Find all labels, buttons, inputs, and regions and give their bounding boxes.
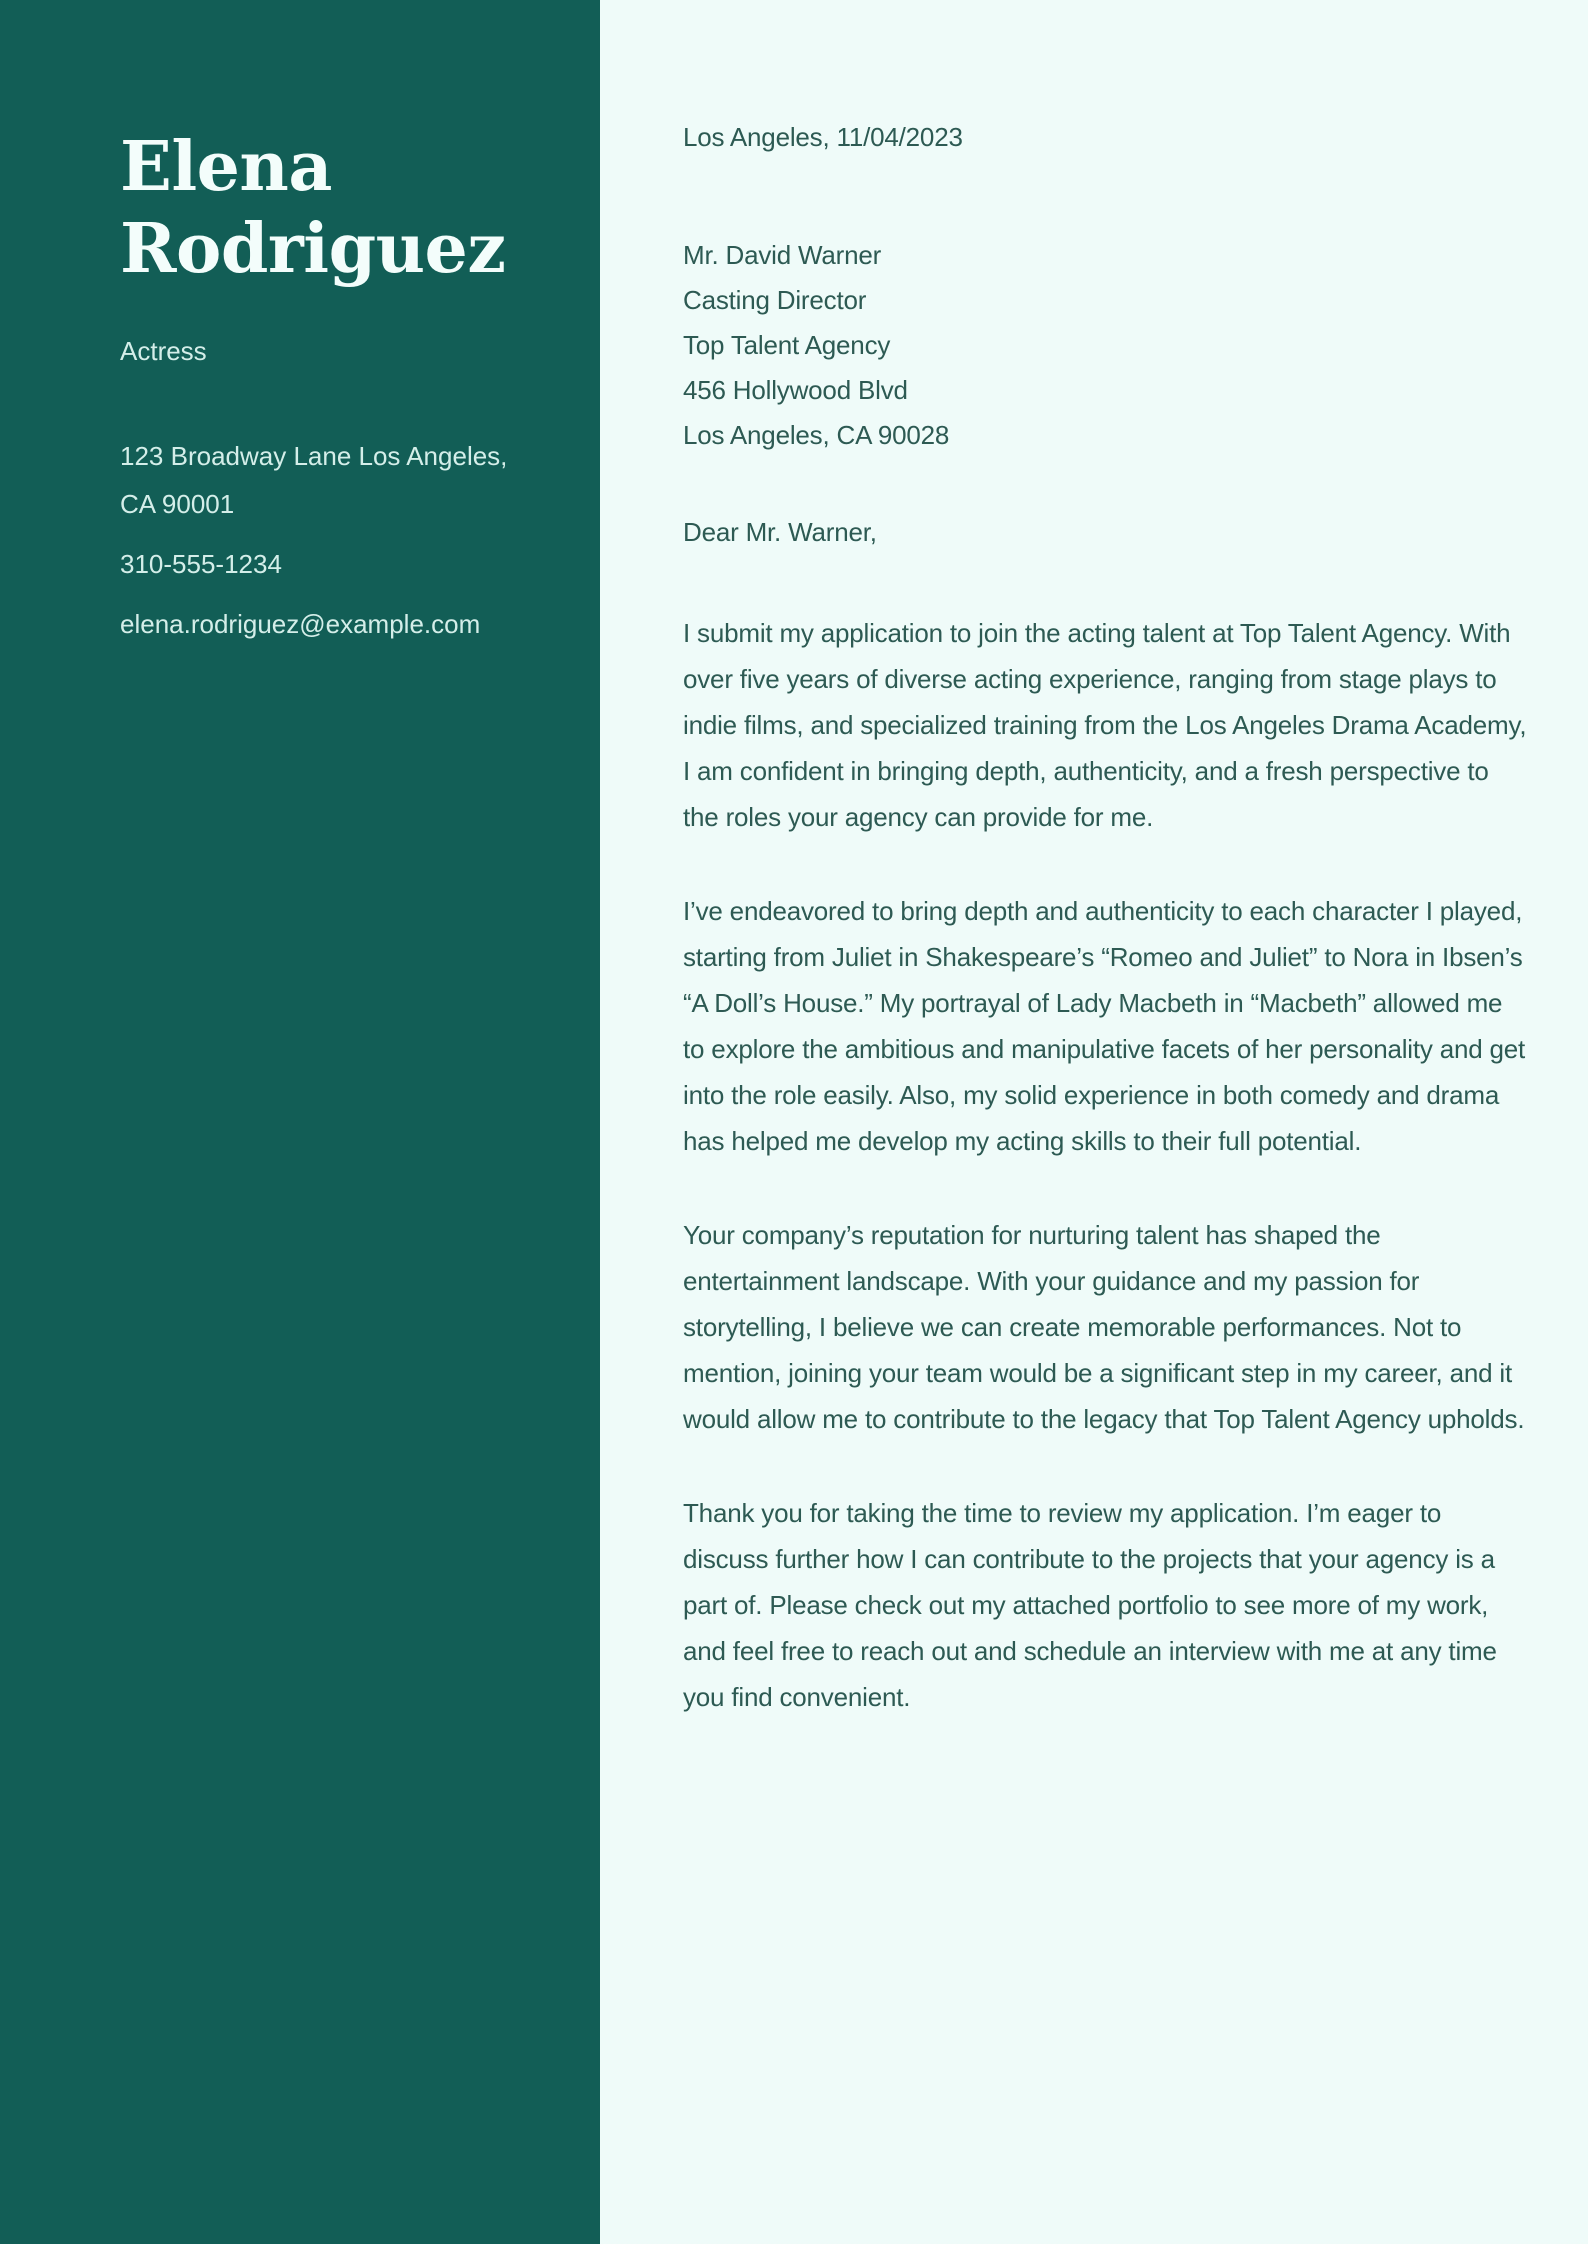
paragraph-motivation: Your company’s reputation for nurturing talent has shaped the entertainment landscape. With your guidance and my passion for storytelling, I believe we can create memorable performances. Not to mention, joining your team would be a significant step in my career, and it would allow me to contribute to the legacy that Top Talent Agency upholds. xyxy=(683,1220,1525,1434)
paragraph-introduction: I submit my application to join the acting talent at Top Talent Agency. With over five years of diverse acting experience, ranging from stage plays to indie films, and specialized training from the Los Angeles Drama Academy, I am confident in bringing depth, authenticity, and a fresh perspective to the roles your agency can provide for me. xyxy=(683,618,1527,832)
address-line-1: 123 Broadway Lane Los Angeles, xyxy=(120,441,508,471)
recipient-block xyxy=(683,233,1528,458)
contact-info xyxy=(120,432,545,648)
applicant-address xyxy=(120,432,545,528)
applicant-phone: 310-555-1234 xyxy=(120,549,282,579)
recipient-city-state-zip: Los Angeles, CA 90028 xyxy=(683,420,950,450)
salutation: Dear Mr. Warner, xyxy=(683,517,877,547)
applicant-name xyxy=(120,126,545,290)
address-line-2: CA 90001 xyxy=(120,489,235,519)
paragraph-experience: I’ve endeavored to bring depth and authenticity to each character I played, starting from Juliet in Shakespeare’s “Romeo and Juliet” to Nora in Ibsen’s “A Doll’s House.” My portrayal of Lady Macbeth in “Macbeth” allowed me to explore the ambitious and manipulative facets of her personality and get into the role easily. Also, my solid experience in both comedy and drama has helped me develop my acting skills to their full potential. xyxy=(683,896,1526,1156)
recipient-job-title: Casting Director xyxy=(683,285,867,315)
recipient-name: Mr. David Warner xyxy=(683,240,882,270)
paragraph-closing: Thank you for taking the time to review my application. I’m eager to discuss further how I can contribute to the projects that your agency is a part of. Please check out my attached portfolio to see more of my work, and feel free to reach out and schedule an interview with me at any time you find convenient. xyxy=(683,1498,1497,1712)
letter-body xyxy=(600,0,1588,2244)
sidebar xyxy=(0,0,600,2244)
applicant-first-name: Elena xyxy=(120,127,332,207)
applicant-job-title: Actress xyxy=(120,336,207,366)
recipient-street-address: 456 Hollywood Blvd xyxy=(683,375,908,405)
applicant-email: elena.rodriguez@example.com xyxy=(120,609,481,639)
recipient-company: Top Talent Agency xyxy=(683,330,891,360)
letter-date-location: Los Angeles, 11/04/2023 xyxy=(683,122,963,152)
applicant-last-name: Rodriguez xyxy=(120,209,506,289)
